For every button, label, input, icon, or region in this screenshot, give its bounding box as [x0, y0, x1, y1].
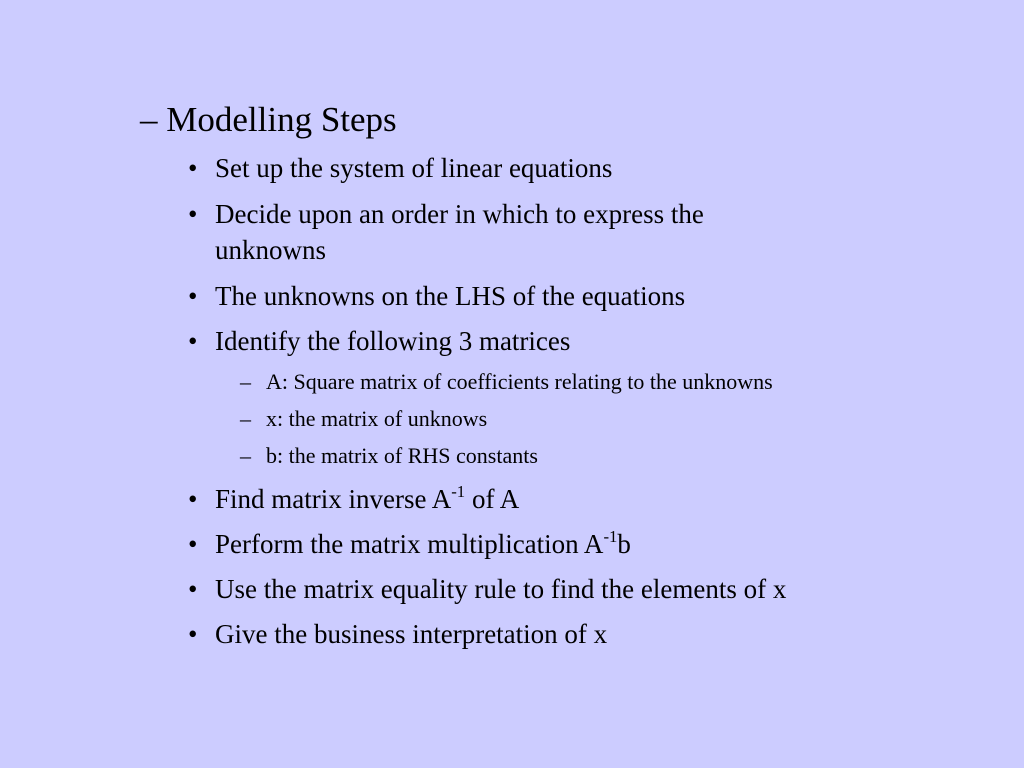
bullet-item: [188, 323, 197, 359]
bullet-text: Use the matrix equality rule to find the elements of x: [215, 574, 787, 604]
heading-dash-marker: –: [140, 100, 158, 139]
sub-item-text: A: Square matrix of coefficients relating to the unknowns: [266, 369, 773, 394]
bullet-marker: •: [188, 199, 198, 229]
bullet-marker: •: [188, 529, 198, 559]
sub-item-marker: –: [240, 443, 251, 468]
heading-text: Modelling Steps: [166, 100, 397, 139]
bullet-text: Give the business interpretation of x: [215, 619, 608, 649]
bullet-text: Set up the system of linear equations: [215, 153, 613, 183]
sub-item-text: b: the matrix of RHS constants: [266, 443, 538, 468]
sub-item-marker: –: [240, 406, 251, 431]
bullet-item: [188, 481, 197, 517]
bullet-item: [188, 196, 197, 232]
sub-item-marker: –: [240, 369, 251, 394]
bullet-marker: •: [188, 153, 198, 183]
bullet-item: [188, 526, 197, 562]
sub-item-text: x: the matrix of unknows: [266, 406, 488, 431]
bullet-text: The unknowns on the LHS of the equations: [215, 281, 686, 311]
bullet-marker: •: [188, 326, 198, 356]
bullet-text-part: Perform the matrix multiplication A: [215, 529, 604, 559]
bullet-text: [215, 481, 519, 517]
bullet-text-part: of A: [465, 484, 520, 514]
bullet-item: [188, 150, 197, 186]
section-heading: [140, 100, 397, 140]
bullet-marker: •: [188, 281, 198, 311]
bullet-text-part: Find matrix inverse A: [215, 484, 452, 514]
bullet-text-continuation: unknowns: [215, 235, 327, 265]
bullet-marker: •: [188, 619, 198, 649]
bullet-marker: •: [188, 574, 198, 604]
bullet-text: [215, 526, 631, 562]
bullet-text: Identify the following 3 matrices: [215, 326, 571, 356]
bullet-item: [188, 278, 197, 314]
bullet-item: [188, 571, 197, 607]
bullet-text-part: b: [617, 529, 631, 559]
bullet-text: Decide upon an order in which to express the: [215, 199, 704, 229]
superscript: -1: [451, 482, 466, 502]
bullet-marker: •: [188, 484, 198, 514]
bullet-item: [188, 616, 197, 652]
superscript: -1: [603, 527, 618, 547]
